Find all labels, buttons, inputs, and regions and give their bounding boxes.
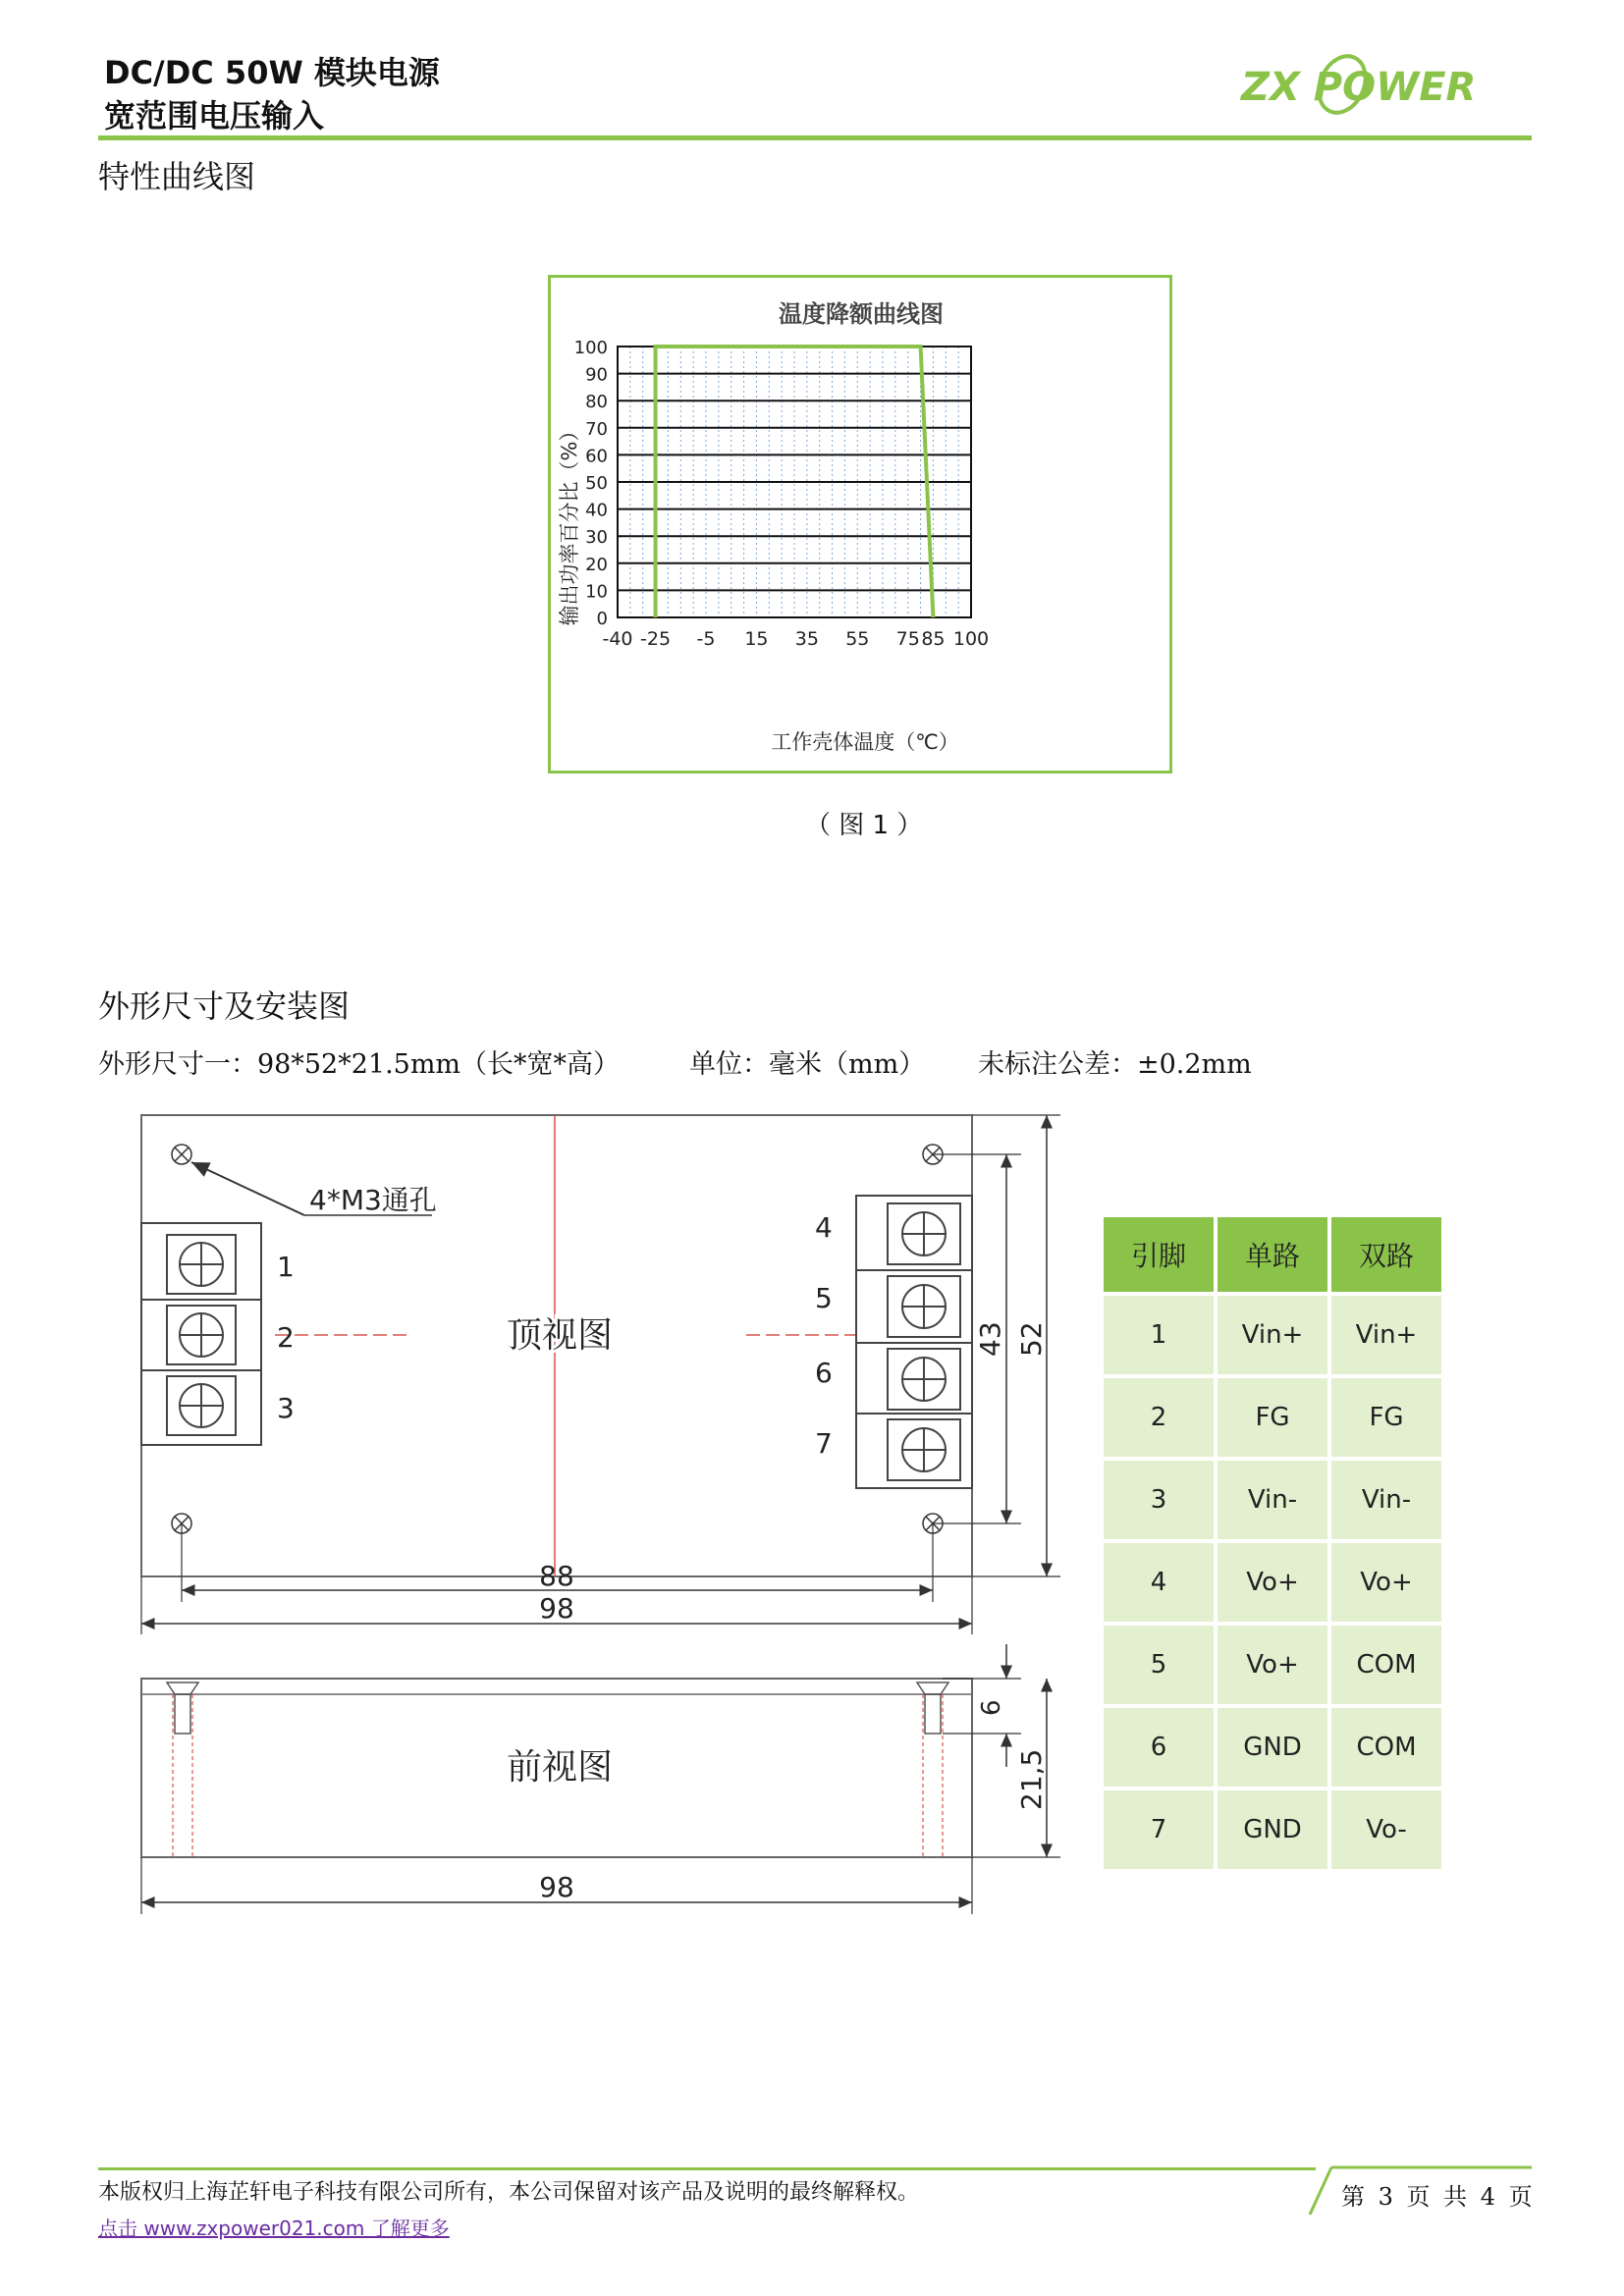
chart-x-tick-label: -40 bbox=[602, 628, 633, 650]
document-subtitle: 宽范围电压输入 bbox=[104, 97, 325, 134]
chart-x-tick-label: -5 bbox=[696, 628, 716, 650]
mechanical-drawing bbox=[118, 1099, 1080, 1924]
terminal-screw-icon bbox=[167, 1376, 236, 1435]
chart-y-tick-label: 30 bbox=[585, 527, 608, 549]
terminal-screw-icon bbox=[888, 1419, 960, 1480]
table-cell: Vo+ bbox=[1331, 1543, 1441, 1622]
zx-power-logo bbox=[1239, 49, 1534, 120]
dim-88: 88 bbox=[539, 1560, 574, 1592]
terminal-screw-icon bbox=[167, 1235, 236, 1294]
table-cell: 4 bbox=[1104, 1543, 1214, 1622]
footer-copyright: 本版权归上海芷轩电子科技有限公司所有，本公司保留对该产品及说明的最终解释权。 bbox=[98, 2180, 920, 2205]
pin-label-7: 7 bbox=[815, 1427, 833, 1460]
chart-y-tick-label: 60 bbox=[585, 446, 608, 467]
table-header-cell: 双路 bbox=[1331, 1217, 1441, 1292]
table-header-cell: 单路 bbox=[1218, 1217, 1327, 1292]
table-cell: Vin+ bbox=[1218, 1296, 1327, 1374]
spec-tolerance: 未标注公差：±0.2mm bbox=[978, 1049, 1252, 1080]
table-row bbox=[1104, 1790, 1441, 1869]
footer-divider bbox=[98, 2167, 1316, 2170]
table-row bbox=[1104, 1626, 1441, 1704]
footer-website-link[interactable]: 点击 www.zxpower021.com 了解更多 bbox=[98, 2216, 450, 2240]
table-cell: 6 bbox=[1104, 1708, 1214, 1787]
table-cell: Vo- bbox=[1331, 1790, 1441, 1869]
chart-x-tick-label: 35 bbox=[794, 628, 819, 650]
chart-x-tick-label: 75 bbox=[895, 628, 920, 650]
dim-52: 52 bbox=[1015, 1321, 1048, 1357]
table-cell: 3 bbox=[1104, 1461, 1214, 1539]
table-cell: 1 bbox=[1104, 1296, 1214, 1374]
chart-frame bbox=[548, 275, 1172, 774]
table-cell: FG bbox=[1218, 1378, 1327, 1457]
table-row bbox=[1104, 1461, 1441, 1539]
table-row bbox=[1104, 1708, 1441, 1787]
chart-x-tick-label: 100 bbox=[952, 628, 990, 650]
chart-y-tick-label: 20 bbox=[585, 554, 608, 575]
spec-unit: 单位：毫米（mm） bbox=[689, 1049, 926, 1080]
chart-x-label: 工作壳体温度（℃） bbox=[771, 730, 959, 754]
document-title: DC/DC 50W 模块电源 bbox=[104, 54, 440, 91]
page-number: 第 3 页 共 4 页 bbox=[1341, 2183, 1536, 2211]
spec-dimensions: 外形尺寸一：98*52*21.5mm（长*宽*高） bbox=[98, 1049, 621, 1080]
table-cell: Vo+ bbox=[1218, 1626, 1327, 1704]
table-row bbox=[1104, 1543, 1441, 1622]
table-header-row bbox=[1104, 1217, 1441, 1292]
derating-chart bbox=[551, 278, 1169, 771]
chart-x-tick-label: 55 bbox=[845, 628, 870, 650]
terminal-screw-icon bbox=[888, 1349, 960, 1410]
chart-x-tick-label: 85 bbox=[921, 628, 946, 650]
mount-note: 4*M3通孔 bbox=[309, 1184, 437, 1216]
chart-title: 温度降额曲线图 bbox=[779, 300, 944, 328]
table-row bbox=[1104, 1296, 1441, 1374]
table-cell: Vin+ bbox=[1331, 1296, 1441, 1374]
chart-grid bbox=[618, 347, 971, 617]
figure-caption: （ 图 1 ） bbox=[805, 811, 923, 840]
section-title-dimensions: 外形尺寸及安装图 bbox=[98, 988, 351, 1025]
header-divider bbox=[98, 135, 1532, 140]
table-cell: Vin- bbox=[1331, 1461, 1441, 1539]
chart-y-tick-label: 0 bbox=[596, 609, 608, 629]
table-cell: 5 bbox=[1104, 1626, 1214, 1704]
table-header-cell: 引脚 bbox=[1104, 1217, 1214, 1292]
terminal-screw-icon bbox=[167, 1306, 236, 1364]
pin-table bbox=[1100, 1213, 1445, 1873]
chart-y-tick-label: 100 bbox=[573, 338, 608, 358]
dim-6: 6 bbox=[977, 1699, 1006, 1716]
logo-text: ZX POWER bbox=[1241, 65, 1477, 110]
chart-y-tick-label: 80 bbox=[585, 392, 608, 413]
pin-label-5: 5 bbox=[815, 1282, 833, 1314]
terminal-screw-icon bbox=[888, 1276, 960, 1337]
table-cell: Vo+ bbox=[1218, 1543, 1327, 1622]
table-row bbox=[1104, 1378, 1441, 1457]
table-cell: GND bbox=[1218, 1708, 1327, 1787]
chart-x-tick-label: -25 bbox=[640, 628, 672, 650]
table-cell: FG bbox=[1331, 1378, 1441, 1457]
chart-y-tick-label: 10 bbox=[585, 581, 608, 603]
dim-98-top: 98 bbox=[539, 1592, 574, 1625]
chart-y-label: 输出功率百分比（%） bbox=[558, 420, 581, 626]
top-view-label: 顶视图 bbox=[506, 1315, 614, 1356]
table-cell: COM bbox=[1331, 1708, 1441, 1787]
section-title-curves: 特性曲线图 bbox=[98, 158, 256, 195]
table-cell: Vin- bbox=[1218, 1461, 1327, 1539]
terminal-screw-icon bbox=[888, 1203, 960, 1264]
chart-y-tick-label: 90 bbox=[585, 364, 608, 386]
dim-21-5: 21,5 bbox=[1015, 1748, 1048, 1810]
chart-y-tick-label: 40 bbox=[585, 500, 608, 521]
table-cell: COM bbox=[1331, 1626, 1441, 1704]
pin-label-1: 1 bbox=[277, 1251, 295, 1283]
chart-y-tick-label: 50 bbox=[585, 473, 608, 494]
dim-43: 43 bbox=[974, 1321, 1006, 1357]
table-cell: GND bbox=[1218, 1790, 1327, 1869]
table-cell: 2 bbox=[1104, 1378, 1214, 1457]
front-view-label: 前视图 bbox=[506, 1747, 614, 1788]
pin-label-3: 3 bbox=[277, 1392, 295, 1424]
chart-y-tick-label: 70 bbox=[585, 418, 608, 440]
pin-label-4: 4 bbox=[815, 1211, 833, 1244]
pin-label-6: 6 bbox=[815, 1357, 833, 1389]
table-cell: 7 bbox=[1104, 1790, 1214, 1869]
chart-x-tick-label: 15 bbox=[744, 628, 769, 650]
chart-x-ticks bbox=[602, 628, 989, 650]
dim-98-front: 98 bbox=[539, 1871, 574, 1903]
pin-label-2: 2 bbox=[277, 1321, 295, 1354]
